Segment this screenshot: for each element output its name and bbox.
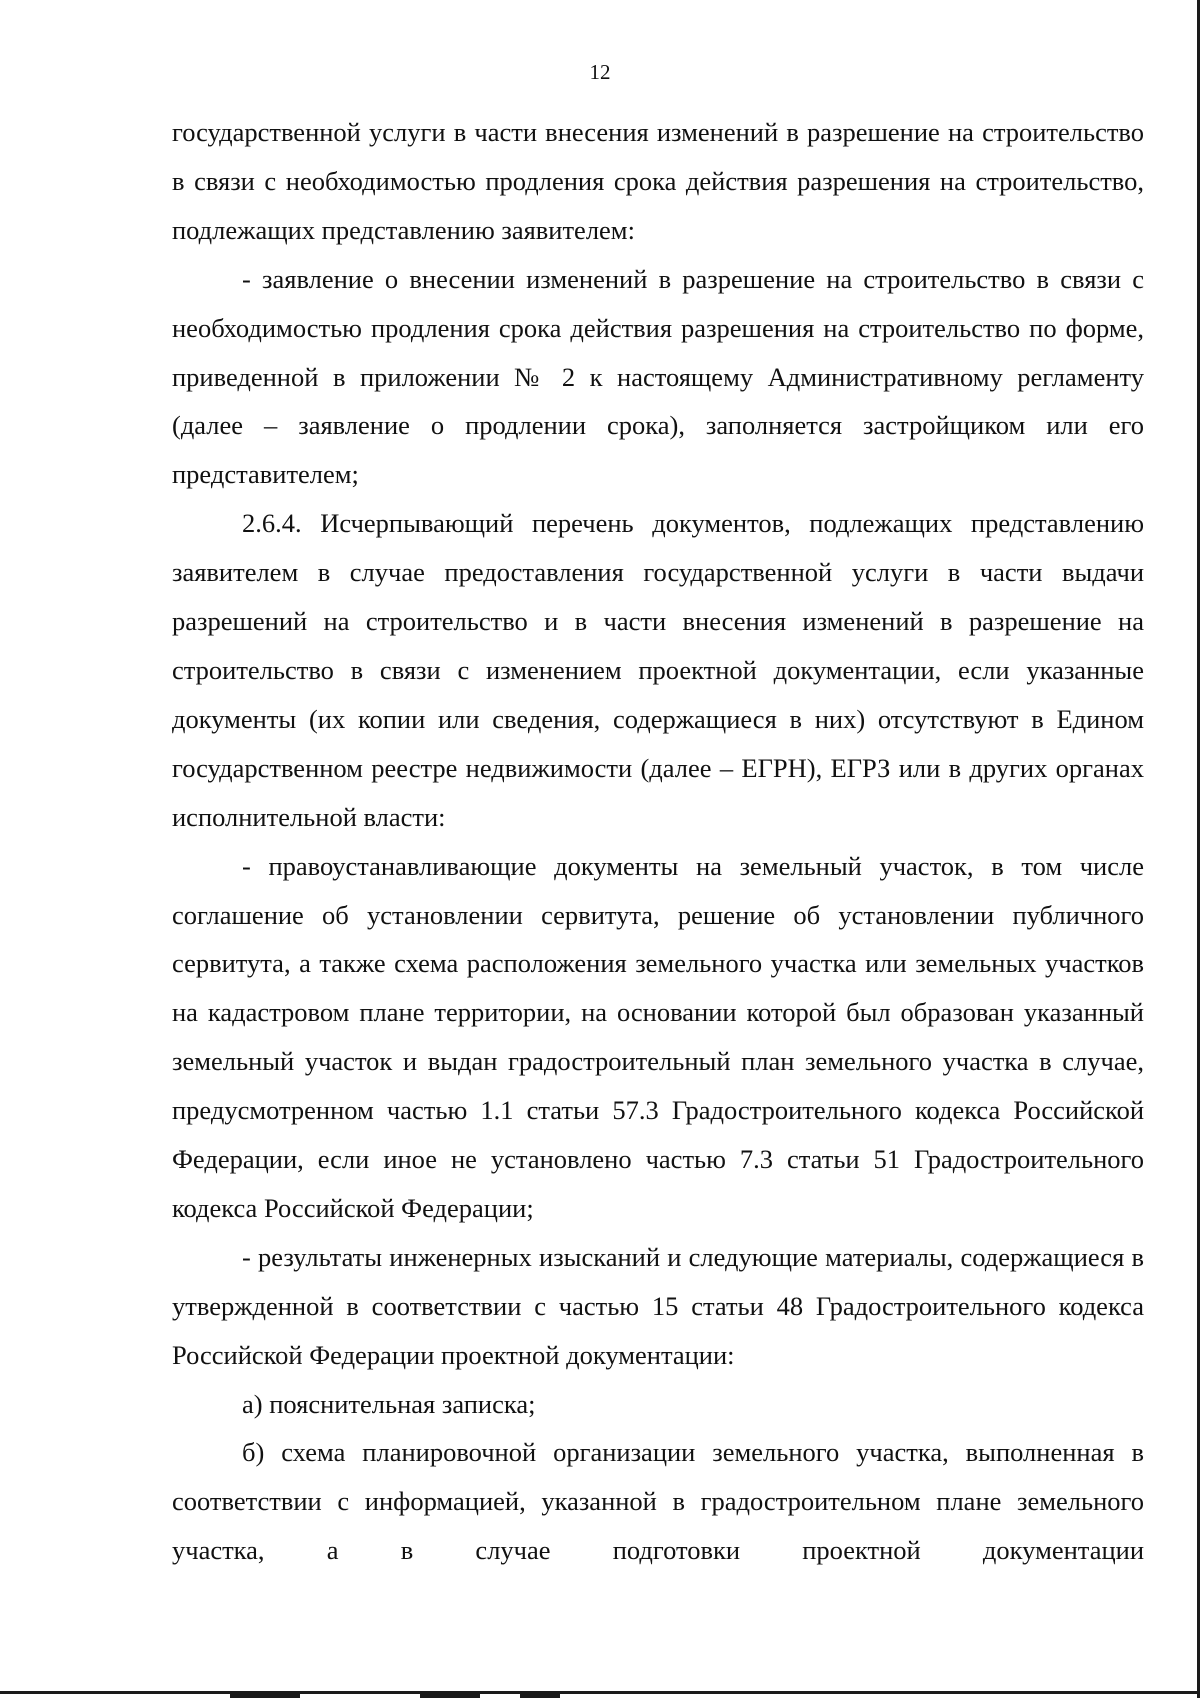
- paragraph-item-a: а) пояснительная записка;: [242, 1388, 536, 1419]
- document-body: [172, 108, 1144, 1575]
- paragraph-continuation: государственной услуги в части внесения изменений в разрешение на строительство в связи с необходимостью продления срока действия разрешения на строительство, подлежащих представлению заявителем:: [172, 117, 1144, 245]
- paragraph-engineering-results: - результаты инженерных изысканий и следующие материалы, содержащиеся в утвержденной в соответствии с частью 15 статьи 48 Градостроительного кодекса Российской Федерации проектной документации:: [172, 1241, 1144, 1370]
- paragraph-title-documents: - правоустанавливающие документы на земельный участок, в том числе соглашение об установлении сервитута, решение об установлении публичного сервитута, а также схема расположения земельного участка или земельных участков на кадастровом плане территории, на основании которой был образован указанный земельный участок и выдан градостроительный план земельного участка в случае, предусмотренном частью 1.1 статьи 57.3 Градостроительного кодекса Российской Федерации, если иное не установлено частью 7.3 статьи 51 Градостроительного кодекса Российской Федерации;: [172, 850, 1144, 1223]
- paragraph-application-extension: - заявление о внесении изменений в разрешение на строительство в связи с необходимостью продления срока действия разрешения на строительство по форме, приведенной в приложении № 2 к настоящему Административному регламенту (далее – заявление о продлении срока), заполняется застройщиком или его представителем;: [172, 263, 1144, 490]
- paragraph-item-b: б) схема планировочной организации земельного участка, выполненная в соответствии с информацией, указанной в градостроительном плане земельного участка, а в случае подготовки проектной документации: [172, 1437, 1144, 1566]
- scan-marks: [230, 1694, 650, 1698]
- paragraph-section-2-6-4: 2.6.4. Исчерпывающий перечень документов, подлежащих представлению заявителем в случае предоставления государственной услуги в части выдачи разрешений на строительство и в части внесения изменений в разрешение на строительство в связи с изменением проектной документации, если указанные документы (их копии или сведения, содержащиеся в них) отсутствуют в Едином государственном реестре недвижимости (далее – ЕГРН), ЕГРЗ или в других органах исполнительной власти:: [172, 508, 1144, 832]
- page-number: 12: [589, 60, 611, 84]
